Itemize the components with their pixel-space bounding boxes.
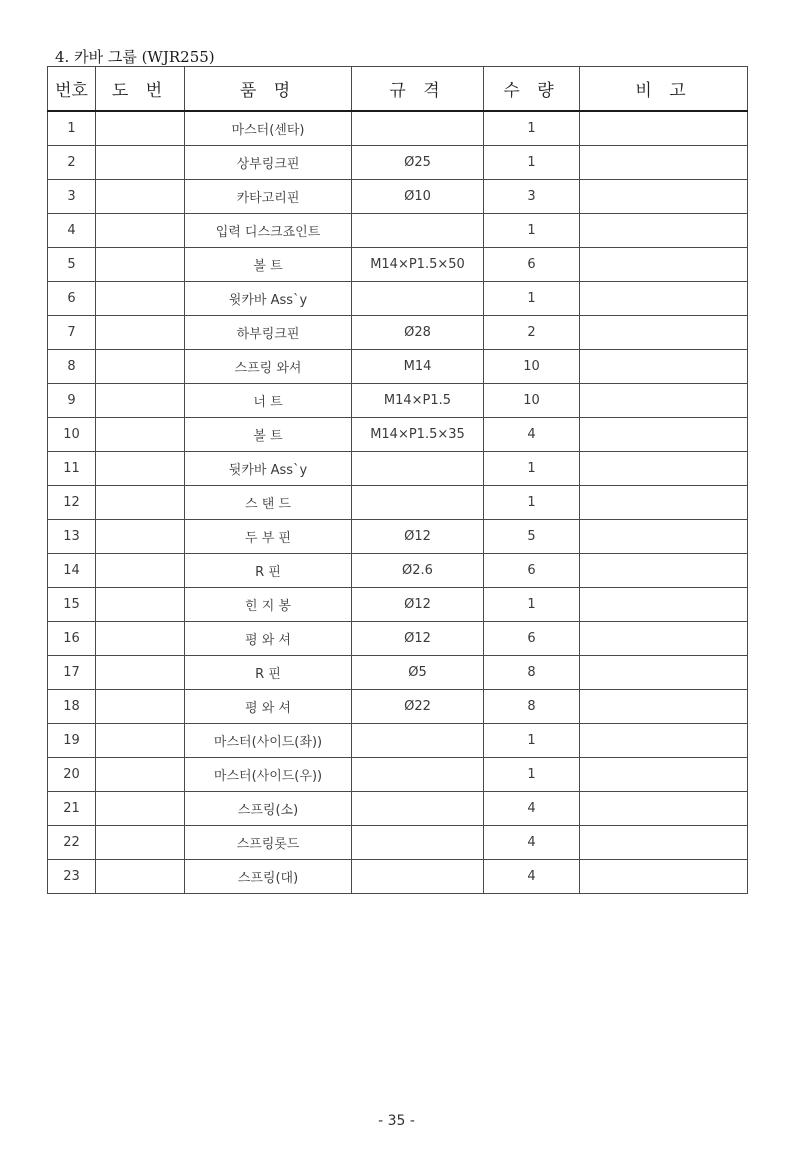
- cell-drawing-no: [96, 111, 185, 146]
- cell-qty: 3: [484, 180, 580, 214]
- cell-qty: 1: [484, 758, 580, 792]
- table-row: [48, 520, 748, 554]
- cell-part-name: 너 트: [185, 384, 352, 418]
- header-part-name: 품 명: [185, 67, 352, 112]
- cell-note: [580, 860, 748, 894]
- cell-spec: Ø25: [352, 146, 484, 180]
- cell-note: [580, 622, 748, 656]
- cell-part-name: R 핀: [185, 656, 352, 690]
- cell-no: 12: [48, 486, 96, 520]
- cell-spec: Ø12: [352, 520, 484, 554]
- table-row: [48, 588, 748, 622]
- table-header: [48, 67, 748, 112]
- cell-drawing-no: [96, 792, 185, 826]
- cell-note: [580, 588, 748, 622]
- cell-drawing-no: [96, 520, 185, 554]
- cell-qty: 4: [484, 826, 580, 860]
- cell-spec: M14×P1.5×50: [352, 248, 484, 282]
- cell-drawing-no: [96, 826, 185, 860]
- cell-spec: [352, 758, 484, 792]
- cell-spec: Ø12: [352, 622, 484, 656]
- cell-drawing-no: [96, 350, 185, 384]
- header-qty: 수 량: [484, 67, 580, 112]
- cell-part-name: 스 탠 드: [185, 486, 352, 520]
- cell-note: [580, 554, 748, 588]
- table-row: [48, 486, 748, 520]
- cell-note: [580, 758, 748, 792]
- table-row: [48, 690, 748, 724]
- cell-note: [580, 350, 748, 384]
- cell-qty: 10: [484, 384, 580, 418]
- table-row: [48, 316, 748, 350]
- cell-no: 21: [48, 792, 96, 826]
- cell-note: [580, 724, 748, 758]
- cell-no: 22: [48, 826, 96, 860]
- table-row: [48, 860, 748, 894]
- cell-part-name: 힌 지 봉: [185, 588, 352, 622]
- cell-drawing-no: [96, 588, 185, 622]
- page-title: 4. 카바 그룹 (WJR255): [55, 48, 215, 66]
- cell-part-name: R 핀: [185, 554, 352, 588]
- table-row: [48, 146, 748, 180]
- cell-qty: 2: [484, 316, 580, 350]
- cell-spec: Ø10: [352, 180, 484, 214]
- cell-spec: [352, 282, 484, 316]
- cell-note: [580, 316, 748, 350]
- cell-spec: [352, 111, 484, 146]
- cell-part-name: 스프링(대): [185, 860, 352, 894]
- cell-no: 18: [48, 690, 96, 724]
- cell-spec: [352, 724, 484, 758]
- cell-part-name: 스프링 와셔: [185, 350, 352, 384]
- cell-note: [580, 452, 748, 486]
- cell-no: 17: [48, 656, 96, 690]
- header-note: 비 고: [580, 67, 748, 112]
- cell-no: 16: [48, 622, 96, 656]
- table-body: [48, 111, 748, 894]
- cell-qty: 1: [484, 146, 580, 180]
- cell-no: 13: [48, 520, 96, 554]
- cell-no: 2: [48, 146, 96, 180]
- cell-part-name: 스프링롯드: [185, 826, 352, 860]
- table-row: [48, 792, 748, 826]
- cell-spec: [352, 792, 484, 826]
- header-no: 번호: [48, 67, 96, 112]
- cell-spec: Ø2.6: [352, 554, 484, 588]
- cell-part-name: 뒷카바 Ass`y: [185, 452, 352, 486]
- cell-qty: 4: [484, 418, 580, 452]
- table-row: [48, 826, 748, 860]
- cell-drawing-no: [96, 146, 185, 180]
- cell-spec: [352, 452, 484, 486]
- cell-no: 1: [48, 111, 96, 146]
- cell-no: 19: [48, 724, 96, 758]
- cell-part-name: 마스터(사이드(우)): [185, 758, 352, 792]
- cell-part-name: 평 와 셔: [185, 622, 352, 656]
- cell-spec: M14×P1.5: [352, 384, 484, 418]
- cell-spec: Ø5: [352, 656, 484, 690]
- cell-qty: 1: [484, 486, 580, 520]
- table-row: [48, 384, 748, 418]
- cell-spec: [352, 486, 484, 520]
- cell-drawing-no: [96, 724, 185, 758]
- cell-qty: 1: [484, 588, 580, 622]
- cell-spec: Ø28: [352, 316, 484, 350]
- cell-note: [580, 520, 748, 554]
- header-drawing-no: 도 번: [96, 67, 185, 112]
- cell-note: [580, 418, 748, 452]
- cell-qty: 8: [484, 656, 580, 690]
- cell-note: [580, 248, 748, 282]
- page-number: - 35 -: [378, 1113, 415, 1129]
- cell-qty: 5: [484, 520, 580, 554]
- cell-drawing-no: [96, 622, 185, 656]
- cell-spec: Ø12: [352, 588, 484, 622]
- cell-spec: [352, 860, 484, 894]
- cell-part-name: 두 부 핀: [185, 520, 352, 554]
- cell-part-name: 스프링(소): [185, 792, 352, 826]
- cell-qty: 6: [484, 248, 580, 282]
- cell-part-name: 마스터(사이드(좌)): [185, 724, 352, 758]
- cell-qty: 1: [484, 111, 580, 146]
- table-row: [48, 180, 748, 214]
- cell-drawing-no: [96, 452, 185, 486]
- cell-drawing-no: [96, 486, 185, 520]
- cell-qty: 8: [484, 690, 580, 724]
- cell-drawing-no: [96, 860, 185, 894]
- table-row: [48, 758, 748, 792]
- table-row: [48, 554, 748, 588]
- cell-no: 5: [48, 248, 96, 282]
- cell-note: [580, 111, 748, 146]
- cell-note: [580, 792, 748, 826]
- cell-no: 14: [48, 554, 96, 588]
- cell-note: [580, 826, 748, 860]
- cell-note: [580, 282, 748, 316]
- cell-spec: [352, 214, 484, 248]
- cell-no: 7: [48, 316, 96, 350]
- cell-qty: 4: [484, 860, 580, 894]
- parts-table: [47, 66, 748, 894]
- cell-no: 20: [48, 758, 96, 792]
- cell-part-name: 볼 트: [185, 248, 352, 282]
- cell-part-name: 볼 트: [185, 418, 352, 452]
- cell-spec: Ø22: [352, 690, 484, 724]
- cell-note: [580, 656, 748, 690]
- cell-spec: M14: [352, 350, 484, 384]
- cell-no: 3: [48, 180, 96, 214]
- cell-spec: [352, 826, 484, 860]
- cell-drawing-no: [96, 316, 185, 350]
- cell-no: 8: [48, 350, 96, 384]
- cell-qty: 6: [484, 554, 580, 588]
- cell-drawing-no: [96, 248, 185, 282]
- cell-part-name: 평 와 셔: [185, 690, 352, 724]
- cell-qty: 1: [484, 452, 580, 486]
- cell-qty: 1: [484, 724, 580, 758]
- cell-drawing-no: [96, 418, 185, 452]
- header-row: [48, 67, 748, 112]
- cell-part-name: 상부링크핀: [185, 146, 352, 180]
- cell-note: [580, 690, 748, 724]
- cell-qty: 1: [484, 214, 580, 248]
- cell-drawing-no: [96, 384, 185, 418]
- cell-drawing-no: [96, 214, 185, 248]
- cell-drawing-no: [96, 282, 185, 316]
- cell-qty: 4: [484, 792, 580, 826]
- cell-no: 4: [48, 214, 96, 248]
- table-row: [48, 282, 748, 316]
- cell-drawing-no: [96, 554, 185, 588]
- cell-no: 23: [48, 860, 96, 894]
- table-row: [48, 111, 748, 146]
- cell-no: 9: [48, 384, 96, 418]
- table-row: [48, 724, 748, 758]
- cell-part-name: 입력 디스크죠인트: [185, 214, 352, 248]
- cell-no: 11: [48, 452, 96, 486]
- cell-note: [580, 486, 748, 520]
- cell-qty: 6: [484, 622, 580, 656]
- table-row: [48, 622, 748, 656]
- cell-qty: 10: [484, 350, 580, 384]
- cell-no: 10: [48, 418, 96, 452]
- cell-drawing-no: [96, 180, 185, 214]
- cell-note: [580, 214, 748, 248]
- table-row: [48, 452, 748, 486]
- cell-drawing-no: [96, 758, 185, 792]
- cell-no: 6: [48, 282, 96, 316]
- header-spec: 규 격: [352, 67, 484, 112]
- cell-note: [580, 146, 748, 180]
- cell-spec: M14×P1.5×35: [352, 418, 484, 452]
- cell-qty: 1: [484, 282, 580, 316]
- cell-note: [580, 384, 748, 418]
- cell-drawing-no: [96, 690, 185, 724]
- table-row: [48, 418, 748, 452]
- cell-part-name: 하부링크핀: [185, 316, 352, 350]
- table-row: [48, 656, 748, 690]
- table-row: [48, 214, 748, 248]
- table-row: [48, 350, 748, 384]
- cell-part-name: 카타고리핀: [185, 180, 352, 214]
- table-row: [48, 248, 748, 282]
- cell-part-name: 윗카바 Ass`y: [185, 282, 352, 316]
- cell-no: 15: [48, 588, 96, 622]
- cell-note: [580, 180, 748, 214]
- cell-drawing-no: [96, 656, 185, 690]
- cell-part-name: 마스터(센타): [185, 111, 352, 146]
